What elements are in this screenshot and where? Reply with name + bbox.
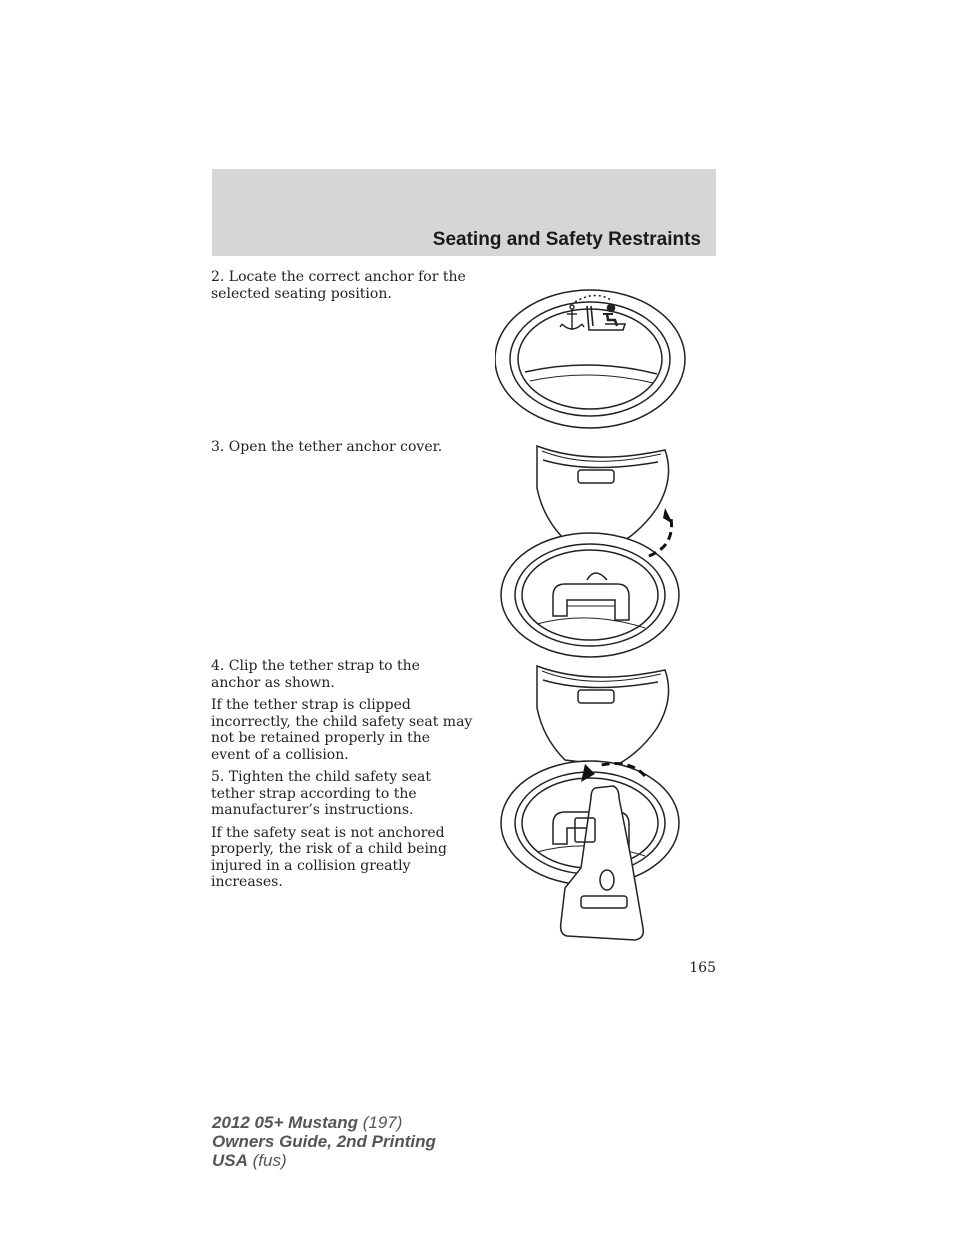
step-2-block xyxy=(211,269,473,308)
note-1-text: If the tether strap is clipped incorrectly, the child safety seat may not be retained properly in the event of a collision. xyxy=(211,697,473,763)
step-3-block xyxy=(211,439,473,462)
footer-guide-edition: Owners Guide, 2nd Printing xyxy=(212,1132,436,1151)
step-4-5-block xyxy=(211,658,473,897)
step-3-text: 3. Open the tether anchor cover. xyxy=(211,439,443,455)
clip-tether-figure xyxy=(495,658,695,950)
footer-market: USA xyxy=(212,1151,248,1170)
document-footer xyxy=(212,1113,436,1170)
note-2-text: If the safety seat is not anchored properly, the risk of a child being injured in a collision greatly increases. xyxy=(211,824,447,890)
step-2-text: 2. Locate the correct anchor for the selected seating position. xyxy=(211,269,466,302)
page-number: 165 xyxy=(689,960,716,976)
closed-anchor-cover-figure xyxy=(495,288,695,433)
footer-model-code: (197) xyxy=(358,1113,403,1132)
section-title: Seating and Safety Restraints xyxy=(432,229,701,250)
section-header-band xyxy=(212,169,716,256)
step-4-text: 4. Clip the tether strap to the anchor as shown. xyxy=(211,658,420,691)
step-5-text: 5. Tighten the child safety seat tether strap according to the manufacturer’s instructions. xyxy=(211,769,432,818)
footer-model: 2012 05+ Mustang xyxy=(212,1113,358,1132)
footer-market-code: (fus) xyxy=(247,1151,287,1170)
open-anchor-cover-figure xyxy=(495,438,695,660)
